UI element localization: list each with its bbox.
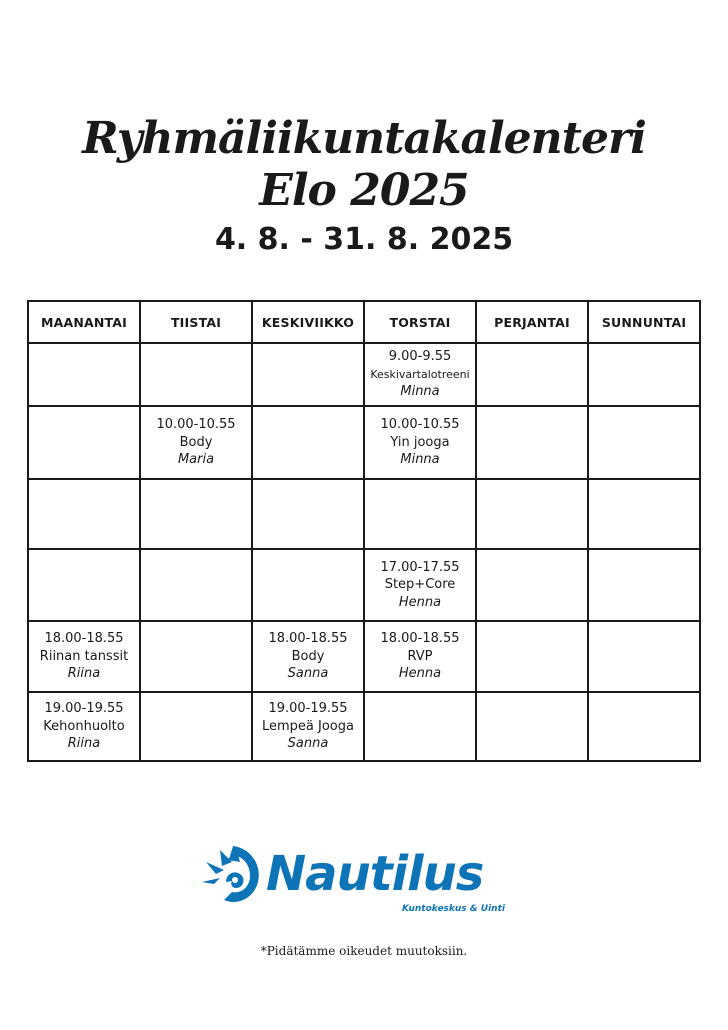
empty-cell bbox=[476, 621, 588, 692]
calendar-title: Ryhmäliikuntakalenteri bbox=[82, 113, 646, 164]
empty-cell bbox=[364, 692, 476, 761]
class-instructor: Minna bbox=[400, 384, 440, 400]
class-name: Step+Core bbox=[384, 577, 456, 593]
empty-cell bbox=[364, 479, 476, 549]
class-cell bbox=[364, 621, 476, 692]
class-instructor: Riina bbox=[67, 666, 101, 682]
class-instructor: Henna bbox=[398, 666, 442, 682]
empty-cell bbox=[28, 549, 140, 621]
schedule-row bbox=[28, 621, 700, 692]
class-cell bbox=[364, 406, 476, 479]
class-instructor: Riina bbox=[67, 736, 101, 752]
class-time: 19.00-19.55 bbox=[268, 701, 348, 717]
empty-cell bbox=[588, 549, 700, 621]
class-name: Keskivartalotreeni bbox=[370, 367, 470, 381]
class-time: 19.00-19.55 bbox=[44, 701, 124, 717]
day-header-sunday: SUNNUNTAI bbox=[588, 301, 700, 343]
class-time: 9.00-9.55 bbox=[388, 349, 452, 365]
class-name: Riinan tanssit bbox=[39, 648, 129, 664]
day-header-friday: PERJANTAI bbox=[476, 301, 588, 343]
class-cell bbox=[28, 621, 140, 692]
empty-cell bbox=[476, 479, 588, 549]
class-time: 18.00-18.55 bbox=[380, 631, 460, 647]
empty-cell bbox=[476, 406, 588, 479]
class-name: Body bbox=[179, 434, 213, 450]
empty-cell bbox=[140, 549, 252, 621]
empty-cell bbox=[252, 343, 364, 406]
schedule-row bbox=[28, 549, 700, 621]
class-instructor: Minna bbox=[400, 452, 440, 468]
class-cell bbox=[252, 621, 364, 692]
class-instructor: Henna bbox=[398, 594, 442, 610]
day-header-monday: MAANANTAI bbox=[28, 301, 140, 343]
nautilus-shell-icon bbox=[202, 842, 264, 912]
day-header-row bbox=[28, 301, 700, 343]
empty-cell bbox=[28, 406, 140, 479]
empty-cell bbox=[140, 479, 252, 549]
class-name: Kehonhuolto bbox=[43, 718, 125, 734]
logo-tagline: Kuntokeskus & Uinti bbox=[402, 904, 505, 914]
empty-cell bbox=[588, 406, 700, 479]
nautilus-logo bbox=[202, 840, 532, 930]
day-header-tuesday: TIISTAI bbox=[140, 301, 252, 343]
empty-cell bbox=[588, 479, 700, 549]
class-cell bbox=[364, 343, 476, 406]
schedule-table bbox=[27, 300, 701, 762]
class-time: 10.00-10.55 bbox=[380, 417, 460, 433]
schedule-row bbox=[28, 479, 700, 549]
class-cell bbox=[252, 692, 364, 761]
empty-cell bbox=[476, 549, 588, 621]
empty-cell bbox=[588, 343, 700, 406]
empty-cell bbox=[476, 343, 588, 406]
empty-cell bbox=[140, 343, 252, 406]
class-name: Body bbox=[291, 648, 325, 664]
schedule-row bbox=[28, 343, 700, 406]
class-time: 18.00-18.55 bbox=[44, 631, 124, 647]
class-instructor: Maria bbox=[177, 452, 215, 468]
empty-cell bbox=[28, 343, 140, 406]
schedule-row bbox=[28, 692, 700, 761]
class-instructor: Sanna bbox=[287, 736, 329, 752]
class-name: Lempeä Jooga bbox=[262, 718, 354, 734]
month-title: Elo 2025 bbox=[259, 165, 469, 216]
footnote: *Pidätämme oikeudet muutoksiin. bbox=[260, 944, 468, 958]
day-header-wednesday: KESKIVIIKKO bbox=[252, 301, 364, 343]
logo-wordmark: Nautilus bbox=[266, 846, 484, 902]
schedule-row bbox=[28, 406, 700, 479]
empty-cell bbox=[140, 621, 252, 692]
day-header-thursday: TORSTAI bbox=[364, 301, 476, 343]
class-time: 17.00-17.55 bbox=[380, 559, 460, 575]
empty-cell bbox=[252, 479, 364, 549]
empty-cell bbox=[28, 479, 140, 549]
empty-cell bbox=[140, 692, 252, 761]
empty-cell bbox=[588, 692, 700, 761]
class-time: 10.00-10.55 bbox=[156, 417, 236, 433]
empty-cell bbox=[252, 549, 364, 621]
empty-cell bbox=[252, 406, 364, 479]
class-name: RVP bbox=[407, 648, 433, 664]
date-range: 4. 8. - 31. 8. 2025 bbox=[214, 222, 514, 257]
class-cell bbox=[28, 692, 140, 761]
class-time: 18.00-18.55 bbox=[268, 631, 348, 647]
class-instructor: Sanna bbox=[287, 666, 329, 682]
class-name: Yin jooga bbox=[390, 434, 450, 450]
empty-cell bbox=[476, 692, 588, 761]
class-cell bbox=[140, 406, 252, 479]
class-cell bbox=[364, 549, 476, 621]
empty-cell bbox=[588, 621, 700, 692]
